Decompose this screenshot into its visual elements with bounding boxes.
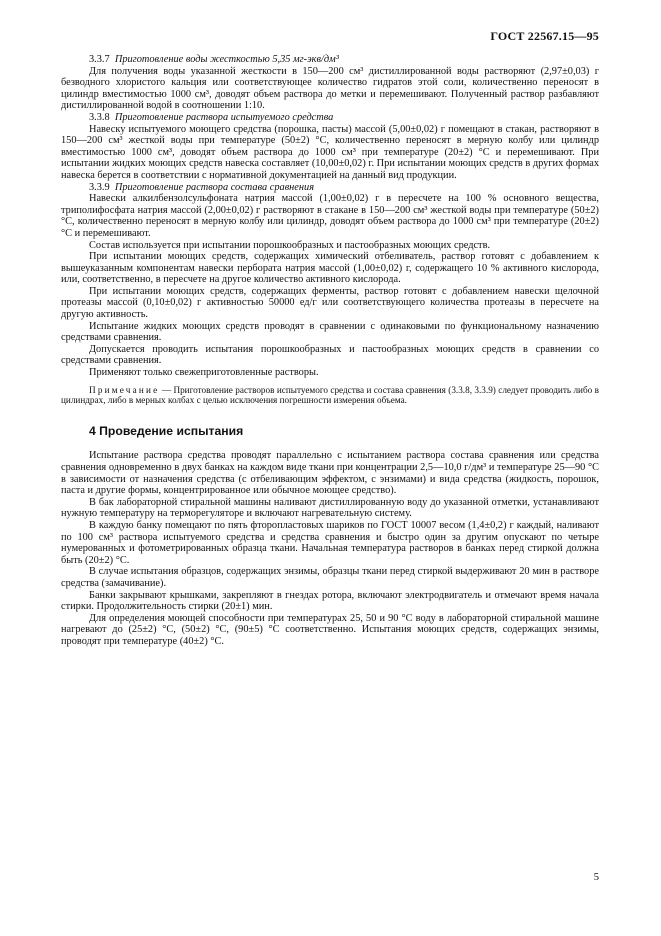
page-content <box>61 54 599 648</box>
paragraph: Состав используется при испытании порошкообразных и пастообразных моющих средств. <box>89 239 491 251</box>
paragraph: В каждую банку помещают по пять фторопластовых шариков по ГОСТ 10007 весом (1,4±0,2) г каждый, наливают по 100 см³ раствора испытуемого средства и средства сравнения и быстро один за другим опускают по четыре нумерованных и фотометрированных образца ткани. Начальная температура растворов в банках перед стиркой должна быть (20±2) °С. <box>61 519 599 566</box>
paragraph: Допускается проводить испытания порошкообразных и пастообразных моющих средств в сравнении со средствами сравнения. <box>61 343 599 367</box>
paragraph: Испытание раствора средства проводят параллельно с испытанием раствора состава сравнения или средства сравнения одновременно в двух банках на каждом виде ткани при концентрации 2,5—10,0 г/дм³ и температуре 25—90 °С в зависимости от назначения средства (с отбеливающим эффектом, с энзимами) и вида средства (жидкость, порошок, паста и другие формы, концентрированное или обычное моющее средство). <box>61 450 599 497</box>
subsection-title: Приготовление раствора испытуемого средства <box>114 111 334 123</box>
subsection-number: 3.3.9 <box>89 181 110 193</box>
paragraph: Банки закрывают крышками, закрепляют в гнездах ротора, включают электродвигатель и отмечают время начала стирки. Продолжительность стирки (20±1) мин. <box>61 589 599 613</box>
subsection-title: Приготовление воды жесткостью 5,35 мг-экв/дм³ <box>114 54 339 65</box>
paragraph: Испытание жидких моющих средств проводят в сравнении с одинаковыми по функциональному назначению средствами сравнения. <box>61 320 599 344</box>
paragraph: Для получения воды указанной жесткости в 150—200 см³ дистиллированной воды растворяют (2,97±0,03) г безводного хлористого кальция или соответствующее количество гидратов этой соли, количественно переносят в цилиндр вместимостью 1000 см³, доводят объем раствора до метки и перемешивают. Полученный раствор разбавляют дистиллированной водой в соотношении 1:10. <box>61 65 599 112</box>
subsection-heading-3-3-8 <box>61 112 599 124</box>
note-label: Примечание <box>89 384 160 395</box>
paragraph: Для определения моющей способности при температурах 25, 50 и 90 °С воду в лабораторной стиральной машине нагревают до (25±2) °С, (50±2) °С, (90±5) °С соответственно. Испытания моющих средств, содержащих энзимы, проводят при температуре (40±2) °С. <box>61 612 599 647</box>
subsection-title: Приготовление раствора состава сравнения <box>114 181 315 193</box>
section-heading-4: 4 Проведение испытания <box>89 423 244 438</box>
subsection-heading-3-3-9 <box>61 182 599 194</box>
subsection-number: 3.3.7 <box>89 54 110 65</box>
note <box>61 385 599 406</box>
document-id-header: ГОСТ 22567.15—95 <box>490 29 599 43</box>
paragraph: В бак лабораторной стиральной машины наливают дистиллированную воду до указанной отметки, устанавливают нужную температуру на терморегуляторе и включают нагревательную систему. <box>61 496 599 520</box>
paragraph: При испытании моющих средств, содержащих химический отбеливатель, раствор готовят с добавлением к вышеуказанным компонентам навески пербората натрия массой (1,00±0,02) г, содержащего 10 % активного кислорода, или, соответственно, в пересчете на другое количество активного кислорода. <box>61 251 599 286</box>
subsection-heading-3-3-7 <box>61 54 599 66</box>
subsection-number: 3.3.8 <box>89 111 110 123</box>
paragraph: В случае испытания образцов, содержащих энзимы, образцы ткани перед стиркой выдерживают 20 мин в растворе средства (замачивание). <box>61 566 599 589</box>
paragraph: Применяют только свежеприготовленные растворы. <box>89 367 319 379</box>
paragraph: Навеску испытуемого моющего средства (порошка, пасты) массой (5,00±0,02) г помещают в стакан, растворяют в 150—200 см³ жесткой воды при температуре (50±2) °С, количественно переносят в мерную колбу или цилиндр вместимостью 1000 см³, доводят объем раствора до 1000 см³ при температуре (20±2) °С и перемешивают. При испытании жидких моющих средств навеска составляет (10,00±0,02) г. При испытании моющих средств в других формах навеска берется в соответствии с нормативной документацией на данный вид продукции. <box>61 123 599 181</box>
paragraph: Навески алкилбензолсульфоната натрия массой (1,00±0,02) г в пересчете на 100 % основного вещества, триполифосфата натрия массой (2,00±0,02) г растворяют в стакане в 150—200 см³ жесткой воды при температуре (50±2) °С, количественно переносят в мерную колбу или цилиндр, доводят объем раствора до 1000 см³ при температуре (20±2) °С и перемешивают. <box>61 193 599 239</box>
note-text: — Приготовление растворов испытуемого средства и состава сравнения (3.3.8, 3.3.9) следует проводить либо в цилиндрах, либо в мерных колбах с целью исключения погрешности измерения объема. <box>61 384 599 406</box>
page-number: 5 <box>593 872 599 883</box>
paragraph: При испытании моющих средств, содержащих ферменты, раствор готовят с добавлением навески щелочной протеазы массой (0,10±0,02) г активностью 50000 ед/г или соответствующего количества протеазы в пересчете на другую активность. <box>61 285 599 321</box>
